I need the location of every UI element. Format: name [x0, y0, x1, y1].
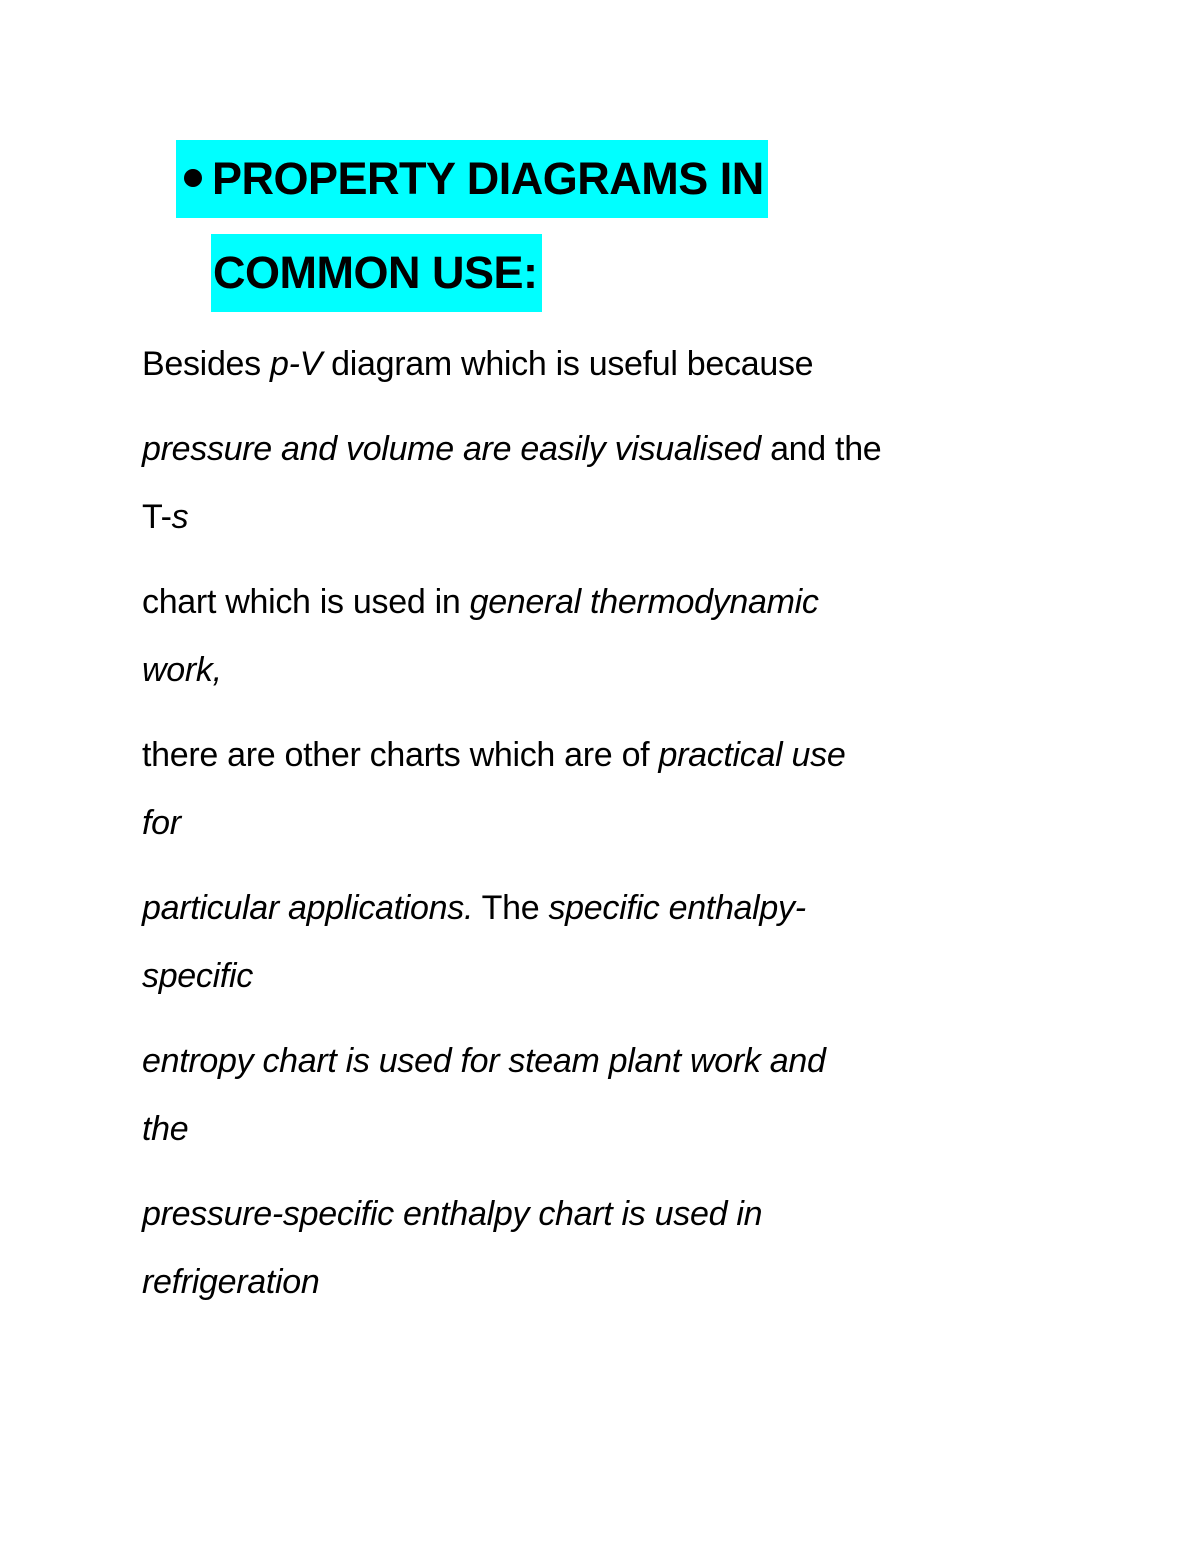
heading-highlight-2 — [211, 234, 542, 312]
text-line: the — [142, 1110, 189, 1148]
text-line: specific — [142, 957, 253, 995]
text-line: refrigeration — [142, 1263, 320, 1301]
heading-text-2: COMMON USE: — [213, 247, 538, 298]
text-line: pressure-specific enthalpy chart is used in — [142, 1195, 763, 1233]
bullet-icon — [184, 169, 202, 187]
text-line: for — [142, 804, 181, 842]
heading-highlight-1 — [176, 140, 768, 218]
heading-line-1 — [176, 140, 768, 218]
text-line: Besides p-V diagram which is useful because — [142, 345, 814, 383]
heading-text-1: PROPERTY DIAGRAMS IN — [212, 153, 764, 204]
text-line: there are other charts which are of practical use — [142, 736, 846, 774]
text-line: T-s — [142, 498, 189, 536]
text-line: chart which is used in general thermodynamic — [142, 583, 819, 621]
heading-line-2 — [211, 234, 542, 312]
text-line: work, — [142, 651, 222, 689]
text-line: particular applications. The specific enthalpy- — [142, 889, 806, 927]
text-line: entropy chart is used for steam plant work and — [142, 1042, 826, 1080]
text-line: pressure and volume are easily visualised and the — [142, 430, 882, 468]
